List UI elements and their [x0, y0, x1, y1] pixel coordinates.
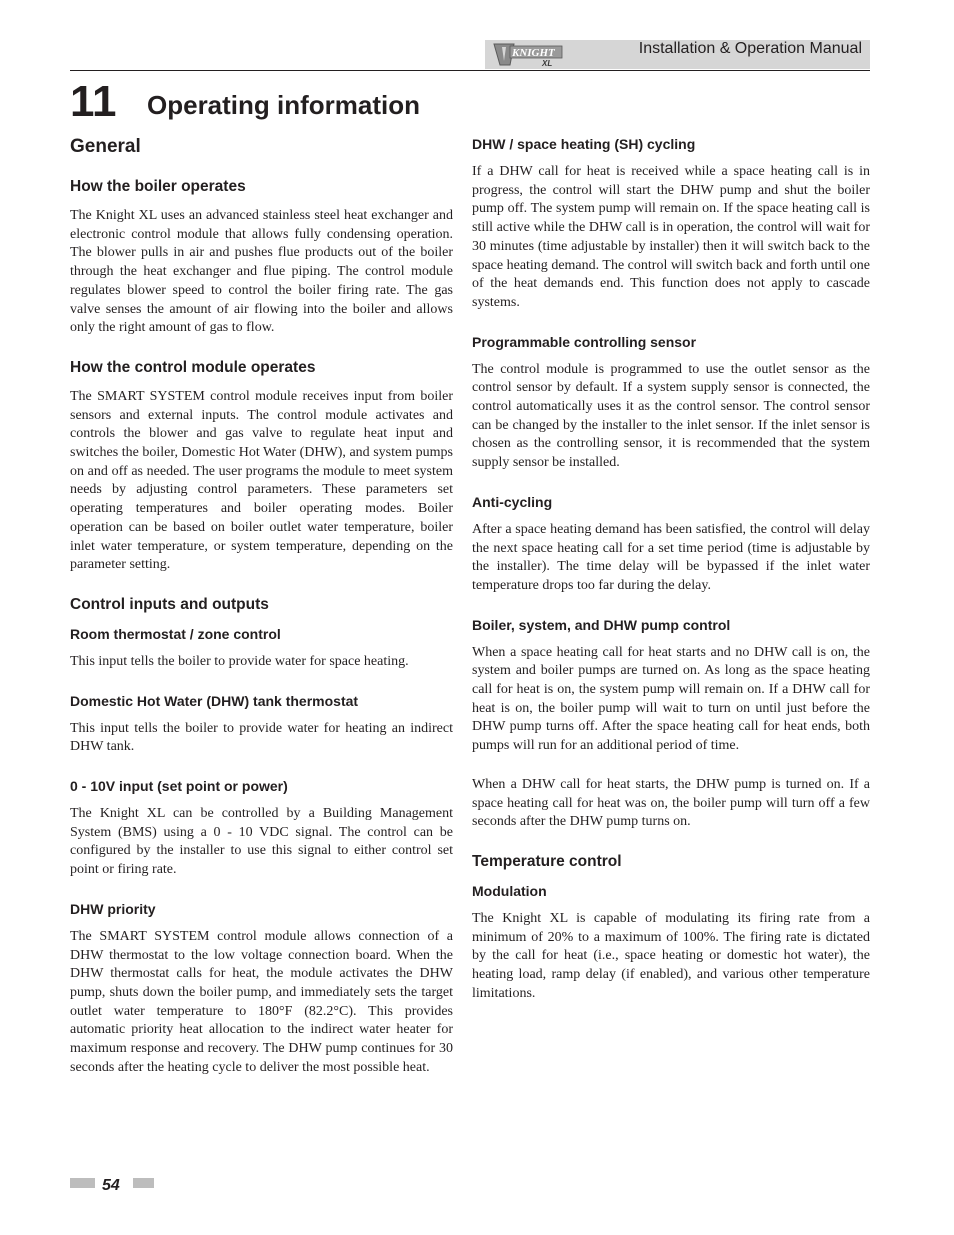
- manual-title: Installation & Operation Manual: [638, 40, 862, 57]
- text-dhw-sh-cycling: If a DHW call for heat is received while a space heating call is in progress, the control will start the DHW pump and shut the boiler pump off. The system pump will remain on. If the space heating call is still active while the DHW call is in operation, the control will wait for 30 minutes (time adjustable by installer) then it will switch back to the space heating demand. The control will switch back and forth until one of the heat demands end. This function does not apply to cascade systems.: [472, 164, 870, 310]
- logo-text: KNIGHT: [512, 47, 555, 59]
- text-pump-control-2: When a DHW call for heat starts, the DHW pump is turned on. If a space heating call for heat was on, the boiler pump will turn off a few seconds after the DHW pump turns on.: [472, 776, 870, 830]
- heading-dhw-thermostat: Domestic Hot Water (DHW) tank thermostat: [70, 692, 359, 709]
- footer-bar-right: [133, 1178, 154, 1188]
- text-boiler-operates: The Knight XL uses an advanced stainless steel heat exchanger and electronic control module that allows fully condensing operation. The blower pulls in air and pushes flue products out of the boiler through the heat exchanger and flue piping. The control module regulates blower speed to control the boiler firing rate. The gas valve senses the amount of air flowing into the boiler and allows only the right amount of gas to flow.: [70, 208, 453, 336]
- heading-programmable-sensor: Programmable controlling sensor: [472, 333, 697, 350]
- text-dhw-thermostat: This input tells the boiler to provide water for heating an indirect DHW tank.: [70, 720, 453, 755]
- heading-10v-input: 0 - 10V input (set point or power): [70, 778, 288, 795]
- heading-control-module: How the control module operates: [70, 358, 316, 376]
- heading-pump-control: Boiler, system, and DHW pump control: [472, 616, 731, 633]
- text-room-thermostat: This input tells the boiler to provide water for space heating.: [70, 653, 409, 669]
- text-dhw-priority: The SMART SYSTEM control module allows connection of a DHW thermostat to the low voltage connection board. When the DHW thermostat calls for heat, the module activates the DHW pump, shuts down the boiler pump, and immediately sets the target outlet water temperature to 180°F (82.2°C). This provides automatic priority heat allocation to the indirect water heater for maximum response and recovery. The DHW pump continues for 30 seconds after the heating cycle to deliver the most possible heat.: [70, 928, 453, 1075]
- text-control-module: The SMART SYSTEM control module receives input from boiler sensors and external inputs. The control module activates and controls the blower and gas valve to regulate heat input and switches the boiler, Domestic Hot Water (DHW), and system pumps on and off as needed. The user programs the module to meet system needs by adjusting control parameters. These parameters set operating temperatures and boiler operating modes. Boiler operation can be based on boiler outlet water temperature, boiler inlet water temperature, or system temperature, depending on the parameter setting.: [70, 388, 453, 573]
- section-general: General: [70, 136, 141, 157]
- chapter-number: 11: [70, 77, 117, 126]
- text-modulation: The Knight XL is capable of modulating its firing rate from a minimum of 20% to a maximum of 100%. The firing rate is dictated by the call for heat (i.e., space heating or domestic hot water), the heating load, ramp delay (if enabled), and various other temperature limitations.: [472, 910, 870, 1001]
- logo-sub: XL: [542, 59, 553, 68]
- heading-dhw-priority: DHW priority: [70, 900, 156, 917]
- left-column: [70, 135, 453, 1098]
- heading-boiler-operates: How the boiler operates: [70, 178, 246, 195]
- heading-temperature-control: Temperature control: [472, 852, 622, 870]
- text-pump-control-1: When a space heating call for heat starts and no DHW call is on, the system and boiler pumps are turned on. As long as the space heating call for heat is on, the system pump will remain on. If a DHW call for heat is on, the boiler pump will wait to turn on until just before the DHW pump turns off. After the space heating call for heat ends, both pumps will run for an additional period of time.: [472, 644, 870, 754]
- text-10v-input: The Knight XL can be controlled by a Building Management System (BMS) using a 0 - 10 VDC signal. The control can be configured by the installer to use this signal to either control set point or firing rate.: [70, 806, 453, 878]
- footer-bar-left: [70, 1178, 95, 1188]
- heading-room-thermostat: Room thermostat / zone control: [70, 625, 281, 642]
- header-rule: [70, 70, 870, 71]
- heading-modulation: Modulation: [472, 882, 547, 899]
- text-programmable-sensor: The control module is programmed to use the outlet sensor as the control sensor by default. If a system supply sensor is connected, the control automatically uses it as the control sensor. The control sensor can be changed by the installer to the inlet sensor. If the inlet sensor is chosen as the controlling sensor, it is recommended that the system supply sensor be installed.: [472, 361, 870, 471]
- heading-dhw-sh-cycling: DHW / space heating (SH) cycling: [472, 136, 696, 152]
- text-anti-cycling: After a space heating demand has been satisfied, the control will delay the next space heating call for a set time period (time is adjustable by the installer). The time delay will be bypassed if the inlet water temperature drops too far during the delay.: [472, 521, 870, 593]
- heading-anti-cycling: Anti-cycling: [472, 493, 553, 510]
- chapter-title: Operating information: [147, 90, 420, 120]
- page-number: 54: [102, 1177, 120, 1194]
- right-column: [472, 135, 870, 1024]
- knight-xl-logo: [490, 41, 570, 68]
- heading-inputs-outputs: Control inputs and outputs: [70, 595, 269, 613]
